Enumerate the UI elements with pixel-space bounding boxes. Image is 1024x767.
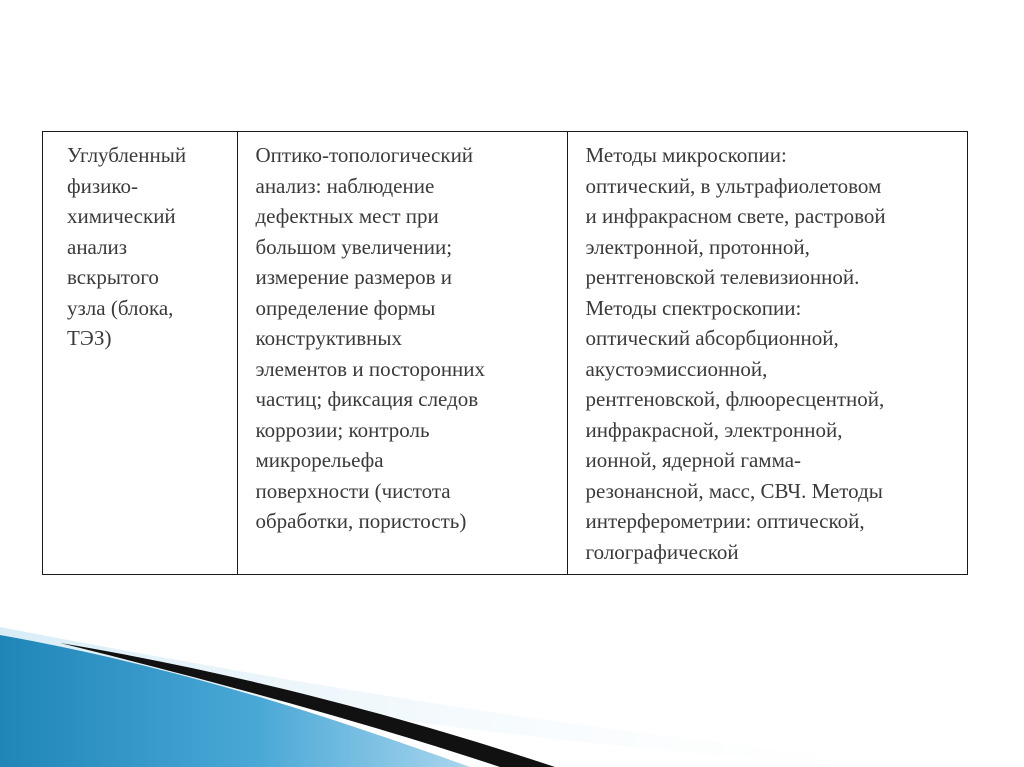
table-row bbox=[43, 132, 969, 574]
table-cell-analysis-content bbox=[237, 132, 567, 574]
cell-text: Оптико-топологический анализ: наблюдение дефектных мест при большом увеличении; измерение размеров и определение формы конструктивных элементов и посторонних частиц; фиксация следов коррозии; контроль микрорельефа поверхности (чистота обработки, пористость) bbox=[255, 143, 486, 533]
cell-text: Методы микроскопии: оптический, в ультрафиолетовом и инфракрасном свете, растровой электронной, протонной, рентгеновской телевизионной. Методы спектроскопии: оптический абсорбционной, акустоэмиссионной, рентгеновской, флюоресцентной, инфракрасной, электронной, ионной, ядерной гамма- резонансной, масс, СВЧ. Методы интерферометрии: оптической, голографической bbox=[585, 143, 886, 564]
table-cell-analysis-type bbox=[43, 132, 237, 574]
table-cell-analysis-methods bbox=[567, 132, 969, 574]
analysis-methods-table bbox=[42, 131, 968, 575]
cell-text: Углубленный физико- химический анализ вскрытого узла (блока, ТЭЗ) bbox=[67, 143, 187, 350]
table bbox=[43, 132, 969, 574]
decorative-swoosh bbox=[0, 627, 1024, 767]
